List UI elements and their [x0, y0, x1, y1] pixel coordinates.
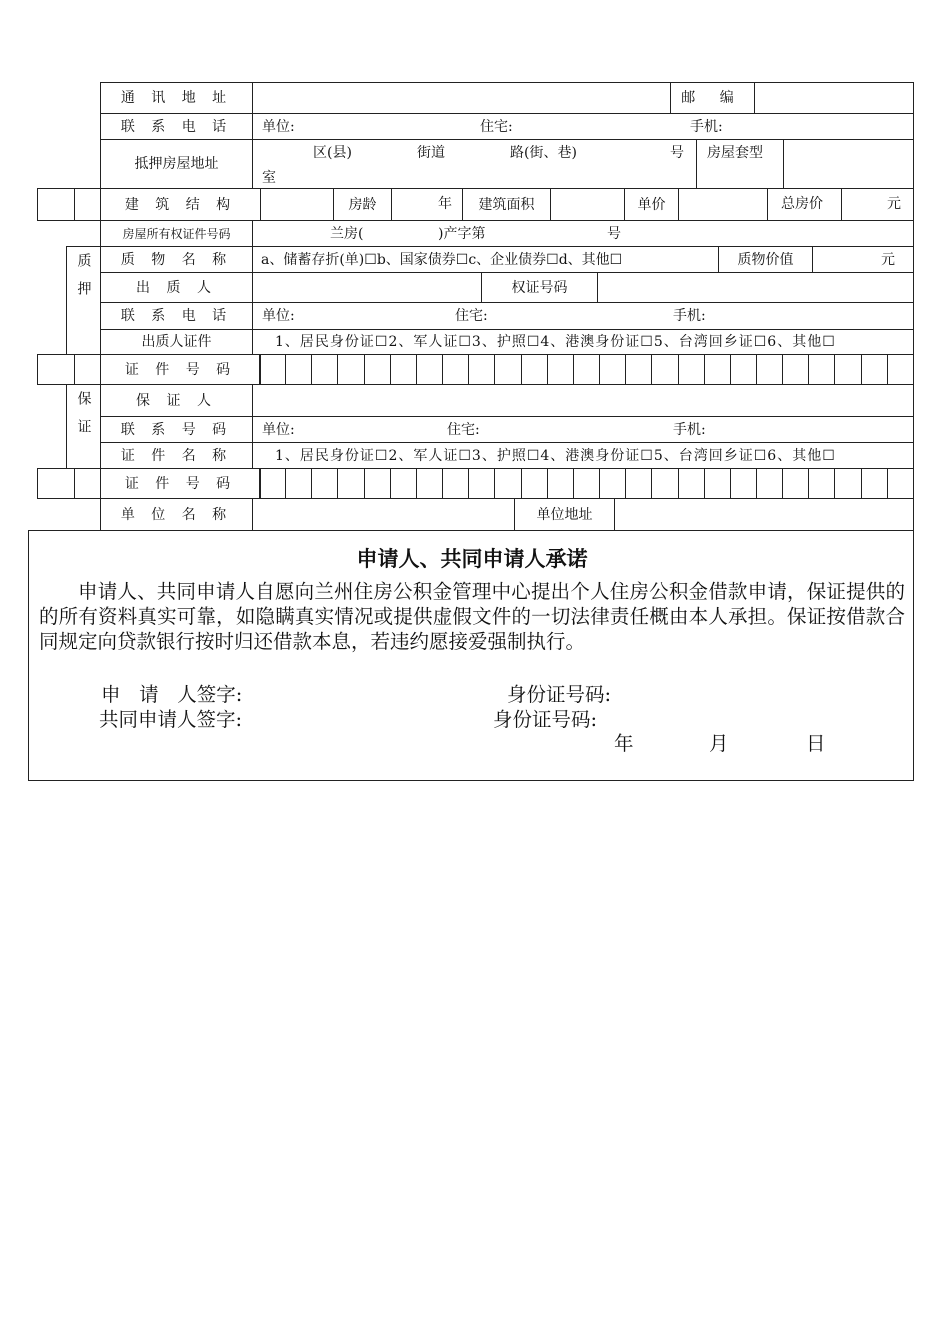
id-digit-box[interactable]	[442, 468, 469, 499]
left-margin-cell	[74, 468, 101, 499]
id-digit-box[interactable]	[547, 354, 574, 385]
unit-price-label: 单价	[624, 188, 679, 221]
house-type-label-cell	[696, 139, 784, 189]
ownership-cert-label: 房屋所有权证件号码	[100, 220, 253, 247]
applicant-signature-label: 申 请 人签字:	[101, 683, 243, 706]
id-digit-box[interactable]	[311, 354, 338, 385]
id-digit-box[interactable]	[808, 468, 835, 499]
id-digit-box[interactable]	[834, 468, 861, 499]
pledger-phone-label: 联 系 电 话	[100, 302, 253, 330]
guarantee-group-text: 保证	[75, 391, 92, 447]
house-age-label: 房龄	[333, 188, 392, 221]
contact-number-label: 联 系 号 码	[100, 416, 253, 443]
pledge-value-label: 质物价值	[718, 246, 813, 273]
structure-field[interactable]	[260, 188, 334, 221]
id-digit-box[interactable]	[442, 354, 469, 385]
mortgage-address-label: 抵押房屋地址	[100, 139, 253, 189]
mobile-phone-label: 手机:	[673, 308, 706, 324]
id-digit-box[interactable]	[521, 468, 548, 499]
employer-label: 单 位 名 称	[100, 498, 253, 531]
number-text: 号	[670, 145, 684, 161]
applicant-id-number-label: 身份证号码:	[507, 683, 612, 706]
home-phone-label: 住宅:	[480, 119, 513, 135]
pledge-group-label	[66, 246, 101, 355]
street-text: 街道	[417, 145, 445, 161]
id-digit-box[interactable]	[599, 468, 626, 499]
contact-phone-label: 联 系 电 话	[100, 113, 253, 140]
house-type-label: 房屋套型	[707, 145, 763, 161]
id-digit-box[interactable]	[704, 468, 731, 499]
pledger-label: 出 质 人	[100, 272, 253, 303]
id-digit-box[interactable]	[285, 468, 312, 499]
pledge-options-field[interactable]	[252, 246, 719, 273]
work-phone-label: 单位:	[262, 119, 295, 135]
mobile-phone-label: 手机:	[690, 119, 723, 135]
hao-text: 号	[607, 226, 621, 242]
total-price-field[interactable]	[841, 188, 914, 221]
road-text: 路(街、巷)	[510, 145, 577, 161]
chanzi-text: )产字第	[438, 226, 486, 242]
id-digit-box[interactable]	[730, 468, 757, 499]
id-digit-box[interactable]	[364, 354, 391, 385]
left-margin-cell	[37, 468, 75, 499]
id-digit-box[interactable]	[625, 354, 652, 385]
postcode-label: 邮 编	[670, 82, 755, 114]
contact-number-field[interactable]	[252, 416, 914, 443]
floor-area-field[interactable]	[550, 188, 625, 221]
id-digit-box[interactable]	[782, 468, 809, 499]
left-margin-cell	[74, 354, 101, 385]
lanfang-text: 兰房(	[330, 226, 364, 242]
id-digit-box[interactable]	[730, 354, 757, 385]
home-phone-label: 住宅:	[447, 422, 480, 438]
id-digit-box[interactable]	[573, 468, 600, 499]
guarantor-label: 保 证 人	[100, 384, 253, 417]
date-month-label: 月	[709, 732, 729, 755]
id-digit-box[interactable]	[651, 354, 678, 385]
district-text: 区(县)	[313, 145, 352, 161]
id-digit-box[interactable]	[311, 468, 338, 499]
id-digit-box[interactable]	[285, 354, 312, 385]
promise-title: 申请人、共同申请人承诺	[356, 547, 588, 571]
id-digit-box[interactable]	[337, 468, 364, 499]
id-digit-box[interactable]	[364, 468, 391, 499]
room-text: 室	[262, 170, 276, 186]
id-digit-box[interactable]	[808, 354, 835, 385]
id-digit-box[interactable]	[625, 468, 652, 499]
id-number-label: 证 件 号 码	[100, 354, 261, 385]
id-digit-box[interactable]	[468, 468, 495, 499]
pledger-id-options-field[interactable]	[252, 329, 914, 355]
pledger-id-label: 出质人证件	[100, 329, 253, 355]
house-age-field[interactable]	[391, 188, 463, 221]
date-year-label: 年	[614, 732, 634, 755]
promise-body: 申请人、共同申请人自愿向兰州住房公积金管理中心提出个人住房公积金借款申请，保证提供的的所有资料真实可靠，如隐瞒真实情况或提供虚假文件的一切法律责任概由本人承担。保证按借款合同规定向贷款银行按时归还借款本息，若违约愿接爱强制执行。	[39, 580, 905, 653]
pledge-value-field[interactable]	[812, 246, 914, 273]
id-digit-box[interactable]	[573, 354, 600, 385]
id-digit-box[interactable]	[651, 468, 678, 499]
id-digit-box[interactable]	[494, 354, 521, 385]
work-phone-label: 单位:	[262, 308, 295, 324]
work-phone-label: 单位:	[262, 422, 295, 438]
id-digit-box[interactable]	[861, 354, 888, 385]
id-digit-box[interactable]	[678, 354, 705, 385]
unit-price-field[interactable]	[678, 188, 768, 221]
contact-phone-field[interactable]	[252, 113, 914, 140]
id-digit-box[interactable]	[861, 468, 888, 499]
id-digit-box[interactable]	[704, 354, 731, 385]
id-digit-box[interactable]	[887, 468, 914, 499]
id-digit-box[interactable]	[390, 354, 417, 385]
left-margin-cell	[37, 188, 75, 221]
id-digit-box[interactable]	[468, 354, 495, 385]
left-margin-cell	[74, 188, 101, 221]
id-digit-box[interactable]	[834, 354, 861, 385]
guarantor-id-options: 1、居民身份证☐2、军人证☐3、护照☐4、港澳身份证☐5、台湾回乡证☐6、其他☐	[275, 448, 836, 464]
pledge-options: a、储蓄存折(单)☐b、国家债券☐c、企业债券☐d、其他☐	[261, 252, 623, 268]
house-type-field[interactable]	[783, 139, 914, 189]
date-day-label: 日	[806, 732, 826, 755]
employer-field[interactable]	[252, 498, 515, 531]
id-digit-box[interactable]	[756, 468, 783, 499]
left-margin-cell	[37, 354, 75, 385]
yuan-unit: 元	[887, 196, 901, 212]
cert-no-field[interactable]	[597, 272, 914, 303]
id-digit-box[interactable]	[259, 468, 286, 499]
mailing-address-label: 通 讯 地 址	[100, 82, 253, 114]
home-phone-label: 住宅:	[455, 308, 488, 324]
id-digit-box[interactable]	[599, 354, 626, 385]
pledger-phone-field[interactable]	[252, 302, 914, 330]
id-digit-box[interactable]	[390, 468, 417, 499]
id-number-grid[interactable]	[260, 468, 914, 499]
pledger-field[interactable]	[252, 272, 482, 303]
id-digit-box[interactable]	[678, 468, 705, 499]
co-applicant-id-number-label: 身份证号码:	[493, 708, 598, 731]
yuan-unit: 元	[881, 252, 895, 268]
id-digit-box[interactable]	[416, 468, 443, 499]
pledge-name-label: 质 物 名 称	[100, 246, 253, 273]
id-digit-box[interactable]	[521, 354, 548, 385]
id-digit-box[interactable]	[416, 354, 443, 385]
employer-address-label: 单位地址	[514, 498, 615, 531]
cert-no-label: 权证号码	[481, 272, 598, 303]
guarantor-id-options-field[interactable]	[252, 442, 914, 469]
guarantee-group-label	[66, 384, 101, 469]
cert-name-label: 证 件 名 称	[100, 442, 253, 469]
pledger-id-options: 1、居民身份证☐2、军人证☐3、护照☐4、港澳身份证☐5、台湾回乡证☐6、其他☐	[275, 334, 836, 350]
employer-address-field[interactable]	[614, 498, 914, 531]
total-price-label-cell	[767, 188, 842, 221]
id-number-grid[interactable]	[260, 354, 914, 385]
guarantor-field[interactable]	[252, 384, 914, 417]
id-number-label: 证 件 号 码	[100, 468, 261, 499]
year-unit: 年	[438, 196, 452, 212]
mailing-address-field[interactable]	[252, 82, 671, 114]
id-digit-box[interactable]	[259, 354, 286, 385]
total-price-label: 总房价	[781, 196, 823, 212]
id-digit-box[interactable]	[494, 468, 521, 499]
promise-section	[28, 530, 914, 781]
id-digit-box[interactable]	[887, 354, 914, 385]
id-digit-box[interactable]	[547, 468, 574, 499]
id-digit-box[interactable]	[782, 354, 809, 385]
co-applicant-signature-label: 共同申请人签字:	[99, 708, 243, 731]
id-digit-box[interactable]	[756, 354, 783, 385]
structure-label: 建 筑 结 构	[100, 188, 261, 221]
postcode-field[interactable]	[754, 82, 914, 114]
id-digit-box[interactable]	[337, 354, 364, 385]
pledge-group-text: 质押	[75, 253, 92, 309]
floor-area-label: 建筑面积	[462, 188, 551, 221]
mobile-phone-label: 手机:	[673, 422, 706, 438]
